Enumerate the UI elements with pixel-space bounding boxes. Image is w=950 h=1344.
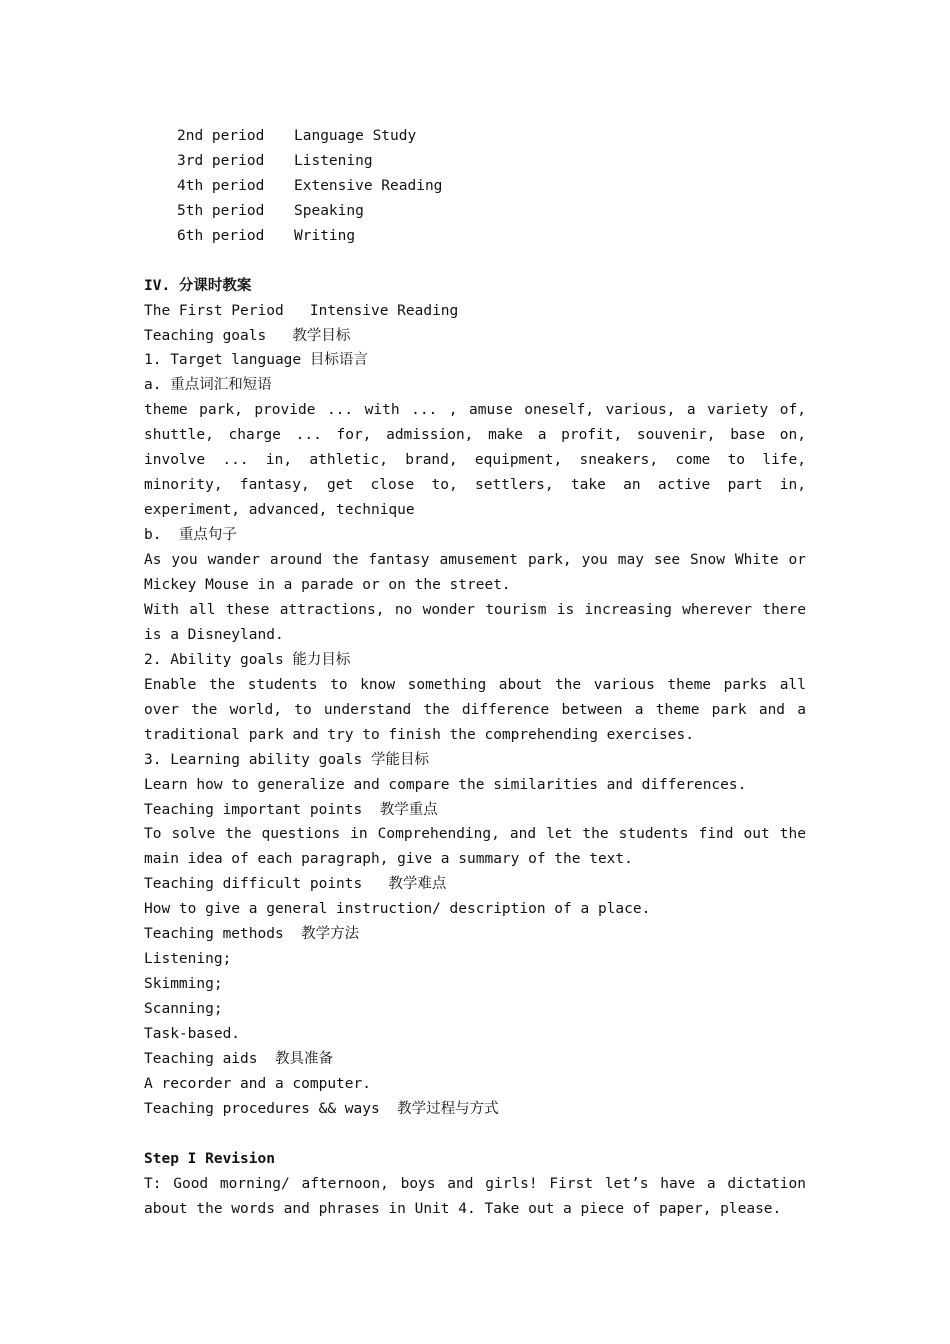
- period-number: 2nd period: [177, 128, 265, 144]
- target-language-heading: 1. Target language 目标语言: [144, 352, 368, 369]
- period-row: [144, 149, 806, 174]
- period-number: 3rd period: [177, 152, 265, 169]
- section-heading: IV. 分课时教案: [144, 277, 252, 294]
- step-paragraph: T: Good morning/ afternoon, boys and girls! First let’s have a dictation about the words and phrases in Unit 4. Take out a piece of paper, please.: [144, 1175, 806, 1217]
- difficult-points-heading: Teaching difficult points 教学难点: [144, 876, 447, 893]
- important-paragraph: To solve the questions in Comprehending, and let the students find out the main idea of each paragraph, give a summary of the text.: [144, 826, 806, 868]
- period-name: Language Study: [294, 128, 417, 144]
- vocab-heading: a. 重点词汇和短语: [144, 377, 272, 394]
- period-number: 5th period: [177, 202, 265, 219]
- period-row: [144, 124, 806, 149]
- method-item: Skimming;: [144, 976, 223, 993]
- period-name: Speaking: [294, 202, 364, 219]
- difficult-paragraph: How to give a general instruction/ description of a place.: [144, 901, 651, 918]
- important-points-heading: Teaching important points 教学重点: [144, 801, 438, 818]
- method-item: Listening;: [144, 951, 232, 968]
- period-name: Listening: [294, 152, 373, 169]
- step-heading: Step I Revision: [144, 1150, 275, 1167]
- learning-goals-heading: 3. Learning ability goals 学能目标: [144, 751, 429, 768]
- key-sentence: With all these attractions, no wonder tourism is increasing wherever there is a Disneyland.: [144, 601, 806, 643]
- sentences-heading: b. 重点句子: [144, 527, 237, 544]
- period-name: Writing: [294, 227, 356, 244]
- period-row: [144, 224, 806, 249]
- learning-paragraph: Learn how to generalize and compare the similarities and differences.: [144, 776, 747, 793]
- period-name: Extensive Reading: [294, 177, 443, 194]
- method-item: Scanning;: [144, 1001, 223, 1018]
- blank-line: [144, 249, 806, 274]
- period-number: 4th period: [177, 177, 265, 194]
- ability-goals-heading: 2. Ability goals 能力目标: [144, 651, 351, 668]
- key-sentence: As you wander around the fantasy amusement park, you may see Snow White or Mickey Mouse in a parade or on the street.: [144, 552, 806, 593]
- period-number: 6th period: [177, 227, 265, 244]
- procedures-heading: Teaching procedures && ways 教学过程与方式: [144, 1100, 499, 1117]
- period-row: [144, 174, 806, 199]
- vocab-paragraph: theme park, provide ... with ... , amuse oneself, various, a variety of, shuttle, charge ... for, admission, make a profit, souvenir, base on, involve ... in, athletic, brand, equipment, sneakers, come to life, minority, fantasy, get close to, settlers, take an active part in, experiment, advanced, technique: [144, 402, 806, 519]
- methods-heading: Teaching methods 教学方法: [144, 926, 360, 943]
- period-row: [144, 199, 806, 224]
- period-title: The First Period Intensive Reading: [144, 302, 459, 319]
- aids-text: A recorder and a computer.: [144, 1075, 371, 1092]
- teaching-goals-heading: Teaching goals 教学目标: [144, 327, 351, 344]
- ability-paragraph: Enable the students to know something about the various theme parks all over the world, to understand the difference between a theme park and a traditional park and try to finish the comprehending exercises.: [144, 676, 806, 743]
- blank-line: [144, 1122, 806, 1147]
- aids-heading: Teaching aids 教具准备: [144, 1050, 333, 1067]
- document-page: [144, 124, 806, 1222]
- method-item: Task-based.: [144, 1026, 241, 1042]
